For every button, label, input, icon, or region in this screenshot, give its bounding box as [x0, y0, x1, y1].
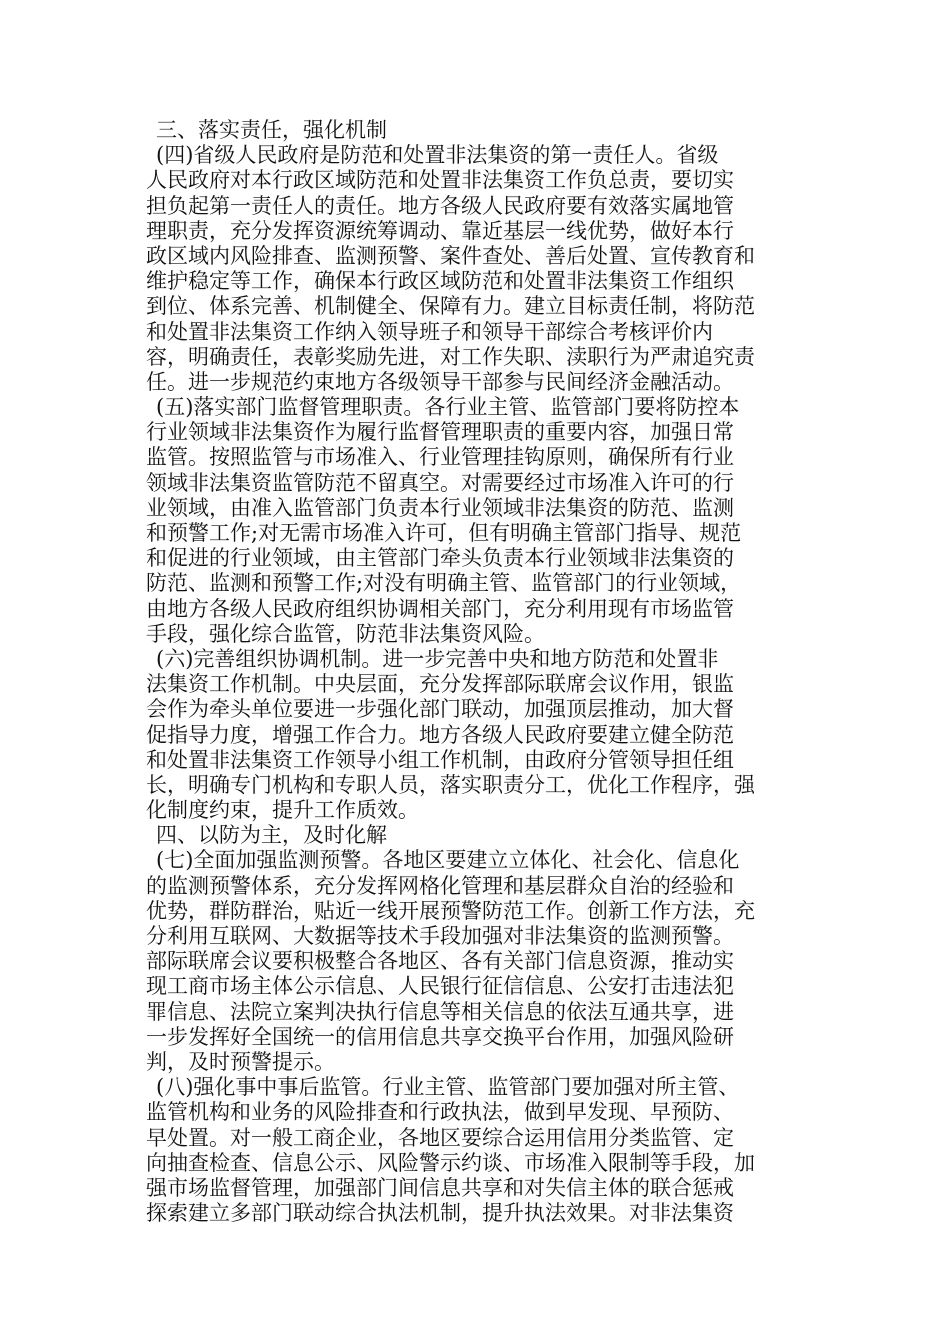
paragraph-line: 任。进一步规范约束地方各级领导干部参与民间经济金融活动。 — [146, 369, 734, 394]
paragraph-line: 人民政府对本行政区域防范和处置非法集资工作负总责，要切实 — [146, 168, 734, 193]
paragraph-line: (八)强化事中事后监管。行业主管、监管部门要加强对所主管、 — [156, 1075, 740, 1100]
paragraph-line: 向抽查检查、信息公示、风险警示约谈、市场准入限制等手段，加 — [146, 1150, 755, 1175]
paragraph-line: 强市场监督管理，加强部门间信息共享和对失信主体的联合惩戒 — [146, 1175, 734, 1200]
paragraph-line: 维护稳定等工作，确保本行政区域防范和处置非法集资工作组织 — [146, 269, 734, 294]
paragraph-line: (四)省级人民政府是防范和处置非法集资的第一责任人。省级 — [156, 143, 719, 168]
paragraph-line: 领域非法集资监管防范不留真空。对需要经过市场准入许可的行 — [146, 470, 734, 495]
paragraph-line: 罪信息、法院立案判决执行信息等相关信息的依法互通共享，进 — [146, 999, 734, 1024]
paragraph-line: 化制度约束，提升工作质效。 — [146, 798, 419, 823]
paragraph-line: 的监测预警体系，充分发挥网格化管理和基层群众自治的经验和 — [146, 873, 734, 898]
paragraph-line: 促指导力度，增强工作合力。地方各级人民政府要建立健全防范 — [146, 722, 734, 747]
paragraph-line: 政区域内风险排查、监测预警、案件查处、善后处置、宣传教育和 — [146, 243, 755, 268]
paragraph-line: 早处置。对一般工商企业，各地区要综合运用信用分类监管、定 — [146, 1125, 734, 1150]
paragraph-line: 法集资工作机制。中央层面，充分发挥部际联席会议作用，银监 — [146, 672, 734, 697]
paragraph-line: 优势，群防群治，贴近一线开展预警防范工作。创新工作方法，充 — [146, 898, 755, 923]
paragraph-line: 业领域，由准入监管部门负责本行业领域非法集资的防范、监测 — [146, 495, 734, 520]
paragraph-line: 一步发挥好全国统一的信用信息共享交换平台作用，加强风险研 — [146, 1024, 734, 1049]
document-body — [146, 118, 808, 1226]
paragraph-line: 会作为牵头单位要进一步强化部门联动，加强顶层推动，加大督 — [146, 697, 734, 722]
paragraph-line: 长，明确专门机构和专职人员，落实职责分工，优化工作程序，强 — [146, 772, 755, 797]
paragraph-line: 理职责，充分发挥资源统筹调动、靠近基层一线优势，做好本行 — [146, 218, 734, 243]
paragraph-line: 现工商市场主体公示信息、人民银行征信信息、公安打击违法犯 — [146, 974, 734, 999]
paragraph-line: 行业领域非法集资作为履行监督管理职责的重要内容，加强日常 — [146, 420, 734, 445]
paragraph-line: 判，及时预警提示。 — [146, 1049, 335, 1074]
paragraph-line: 监管机构和业务的风险排查和行政执法，做到早发现、早预防、 — [146, 1100, 734, 1125]
paragraph-line: (七)全面加强监测预警。各地区要建立立体化、社会化、信息化 — [156, 848, 740, 873]
paragraph-line: 防范、监测和预警工作;对没有明确主管、监管部门的行业领域， — [146, 571, 742, 596]
section-heading: 三、落实责任，强化机制 — [156, 118, 387, 142]
paragraph-line: (五)落实部门监督管理职责。各行业主管、监管部门要将防控本 — [156, 395, 740, 420]
paragraph-line: 手段，强化综合监管，防范非法集资风险。 — [146, 621, 545, 646]
paragraph-line: (六)完善组织协调机制。进一步完善中央和地方防范和处置非 — [156, 646, 719, 671]
paragraph-line: 部际联席会议要积极整合各地区、各有关部门信息资源，推动实 — [146, 949, 734, 974]
paragraph-line: 分利用互联网、大数据等技术手段加强对非法集资的监测预警。 — [146, 924, 734, 948]
paragraph-line: 监管。按照监管与市场准入、行业管理挂钩原则，确保所有行业 — [146, 445, 734, 470]
section-heading: 四、以防为主，及时化解 — [156, 823, 387, 848]
paragraph-line: 容，明确责任，表彰奖励先进，对工作失职、渎职行为严肃追究责 — [146, 344, 755, 369]
paragraph-line: 由地方各级人民政府组织协调相关部门，充分利用现有市场监管 — [146, 596, 734, 621]
paragraph-line: 担负起第一责任人的责任。地方各级人民政府要有效落实属地管 — [146, 193, 734, 218]
paragraph-line: 和处置非法集资工作领导小组工作机制，由政府分管领导担任组 — [146, 747, 734, 772]
paragraph-line: 和促进的行业领域，由主管部门牵头负责本行业领域非法集资的 — [146, 546, 734, 571]
paragraph-line: 探索建立多部门联动综合执法机制，提升执法效果。对非法集资 — [146, 1201, 734, 1226]
paragraph-line: 和处置非法集资工作纳入领导班子和领导干部综合考核评价内 — [146, 319, 713, 344]
paragraph-line: 到位、体系完善、机制健全、保障有力。建立目标责任制，将防范 — [146, 294, 755, 319]
paragraph-line: 和预警工作;对无需市场准入许可，但有明确主管部门指导、规范 — [146, 521, 742, 545]
